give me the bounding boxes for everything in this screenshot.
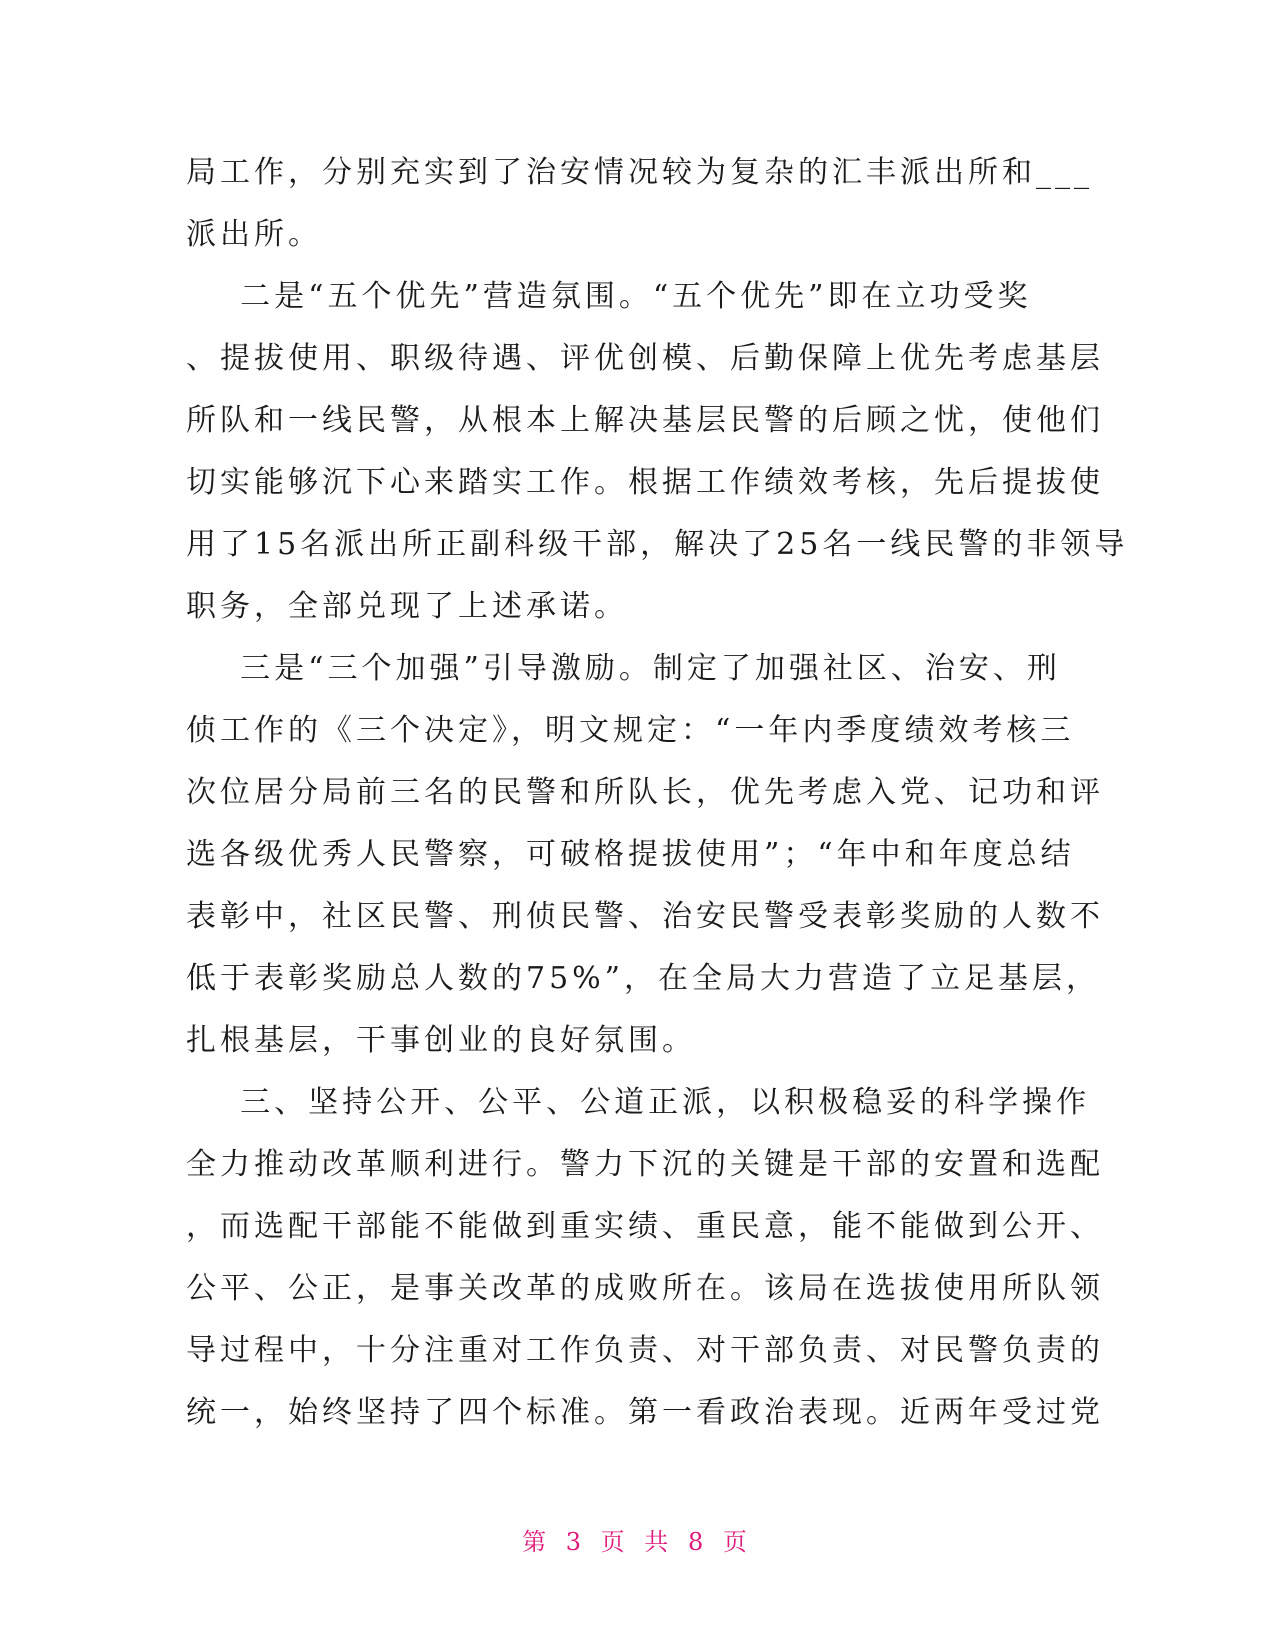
text-line-2: 派出所。 [186, 217, 322, 252]
text-line-13: 表彰中，社区民警、刑侦民警、治安民警受表彰奖励的人数不 [186, 899, 1104, 934]
text-line-10: 侦工作的《三个决定》，明文规定：“一年内季度绩效考核三 [186, 713, 1075, 748]
text-line-8: 职务，全部兑现了上述承诺。 [186, 589, 628, 624]
text-line-9: 三是“三个加强”引导激励。制定了加强社区、治安、刑 [186, 651, 1061, 686]
text-line-1: 局工作，分别充实到了治安情况较为复杂的汇丰派出所和___ [186, 155, 1093, 190]
text-line-5: 所队和一线民警，从根本上解决基层民警的后顾之忧，使他们 [186, 403, 1104, 438]
text-line-20: 导过程中，十分注重对工作负责、对干部负责、对民警负责的 [186, 1333, 1104, 1368]
text-line-17: 全力推动改革顺利进行。警力下沉的关键是干部的安置和选配 [186, 1147, 1104, 1182]
text-line-12: 选各级优秀人民警察，可破格提拔使用”；“年中和年度总结 [186, 837, 1075, 872]
text-line-18: ，而选配干部能不能做到重实绩、重民意，能不能做到公开、 [186, 1209, 1104, 1244]
text-line-19: 公平、公正，是事关改革的成败所在。该局在选拔使用所队领 [186, 1271, 1104, 1306]
page-number-footer: 第 3 页 共 8 页 [522, 1528, 753, 1556]
text-line-16: 三、坚持公开、公平、公道正派，以积极稳妥的科学操作 [186, 1085, 1091, 1120]
text-line-6: 切实能够沉下心来踏实工作。根据工作绩效考核，先后提拔使 [186, 465, 1104, 500]
text-line-3: 二是“五个优先”营造氛围。“五个优先”即在立功受奖 [186, 279, 1032, 314]
body-text [186, 142, 1129, 1444]
text-line-11: 次位居分局前三名的民警和所队长，优先考虑入党、记功和评 [186, 775, 1104, 810]
text-line-14: 低于表彰奖励总人数的75%”，在全局大力营造了立足基层， [186, 961, 1101, 996]
text-line-4: 、提拔使用、职级待遇、评优创模、后勤保障上优先考虑基层 [186, 341, 1104, 376]
text-line-21: 统一，始终坚持了四个标准。第一看政治表现。近两年受过党 [186, 1395, 1104, 1430]
text-line-15: 扎根基层，干事创业的良好氛围。 [186, 1023, 696, 1058]
text-line-7: 用了15名派出所正副科级干部，解决了25名一线民警的非领导 [186, 527, 1129, 562]
